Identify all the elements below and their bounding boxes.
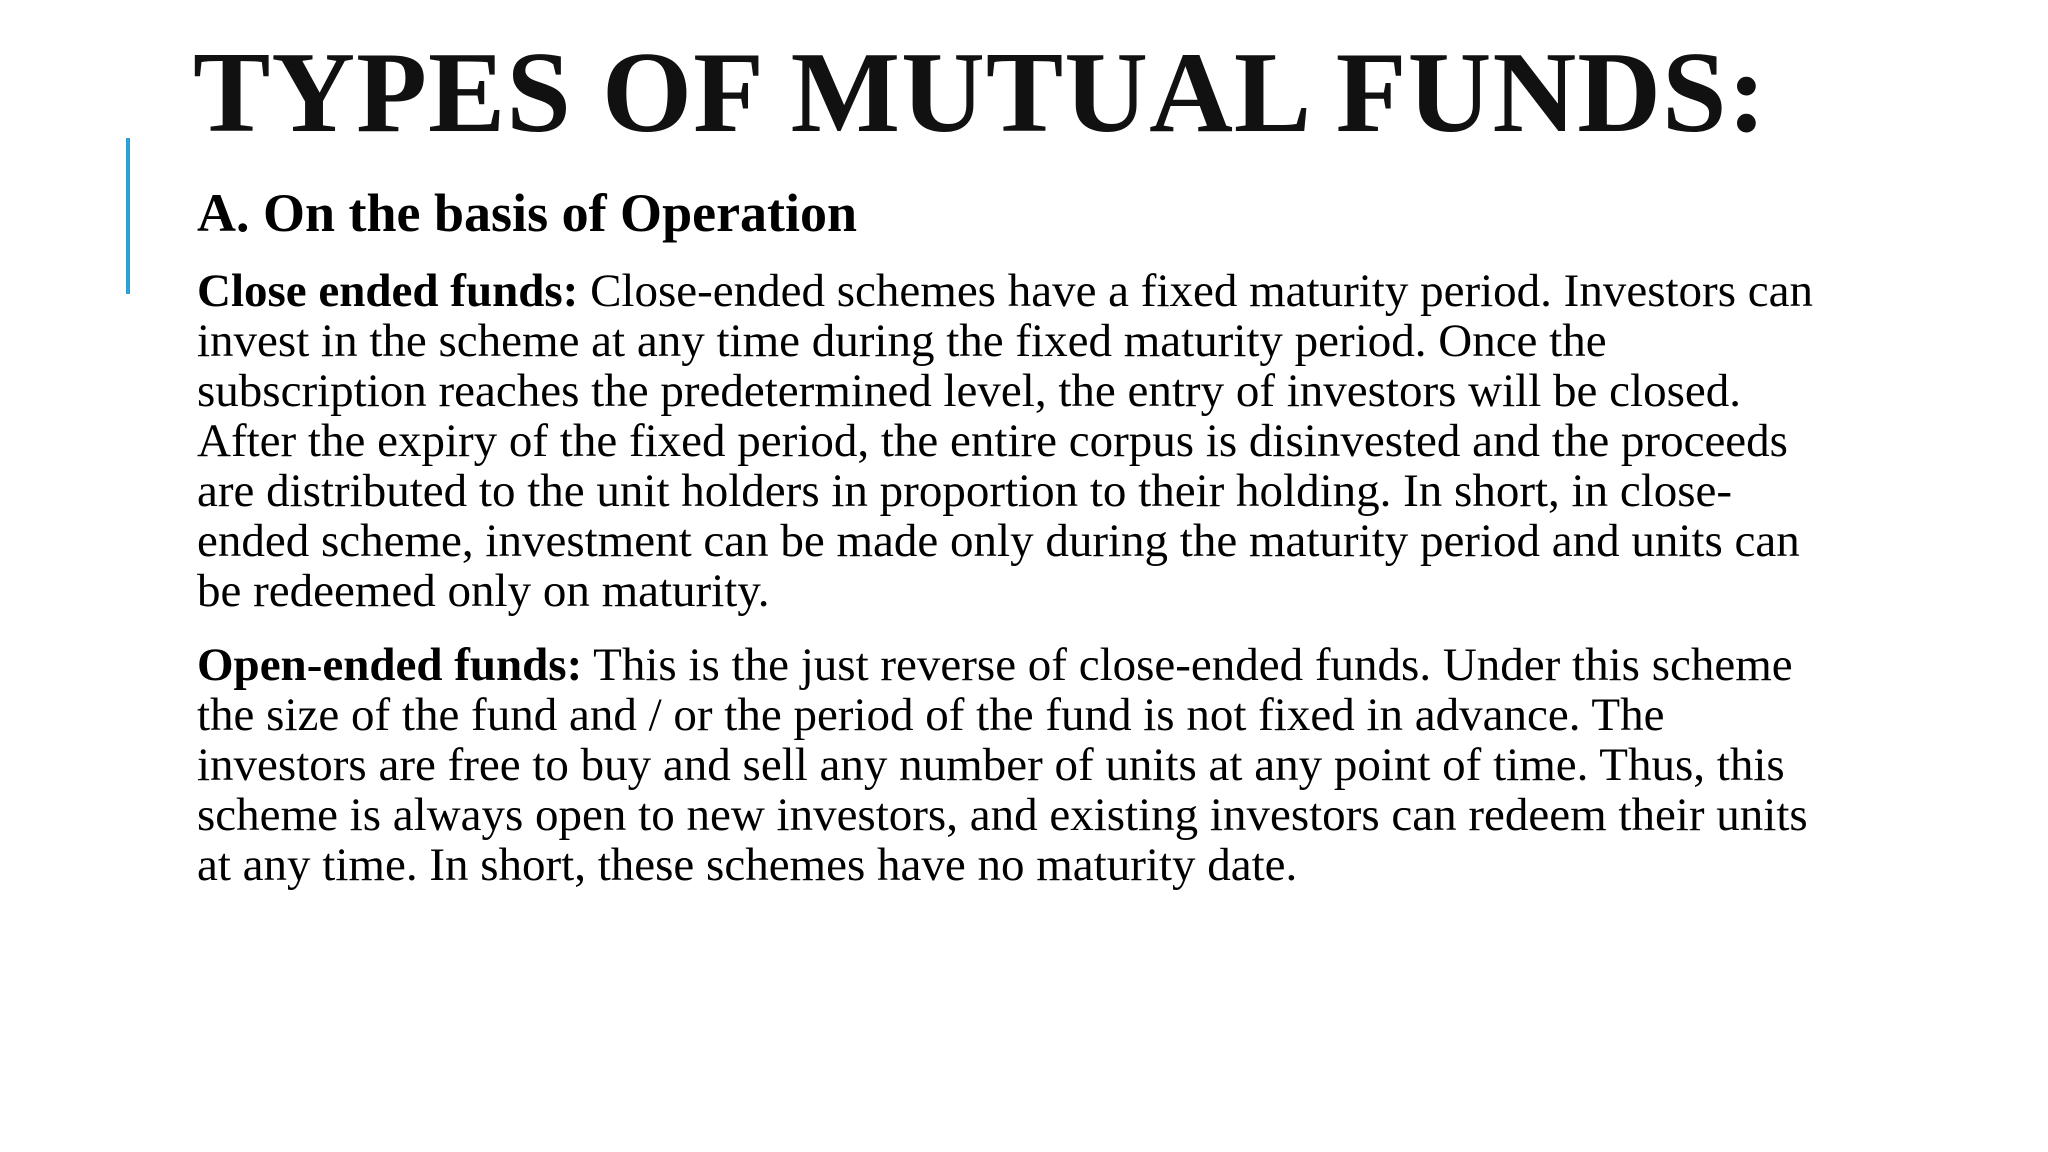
close-ended-term: Close ended funds: [197, 265, 579, 317]
open-ended-text: This is the just reverse of close-ended funds. Under this scheme the size of the fund and / or the period of the fund is not fixed in advance. The investors are free to buy and sell any number of units at any point of time. Thus, this scheme is always open to new investors, and existing investors can redeem their units at any time. In short, these schemes have no maturity date. [197, 639, 1808, 891]
open-ended-paragraph [197, 640, 1837, 890]
slide-body [197, 178, 1837, 890]
close-ended-text: Close-ended schemes have a fixed maturity period. Investors can invest in the scheme at any time during the fixed maturity period. Once the subscription reaches the predetermined level, the entry of investors will be closed. After the expiry of the fixed period, the entire corpus is disinvested and the proceeds are distributed to the unit holders in proportion to their holding. In short, in close-ended scheme, investment can be made only during the maturity period and units can be redeemed only on maturity. [197, 265, 1813, 617]
section-subheading: A. On the basis of Operation [197, 183, 858, 243]
open-ended-term: Open-ended funds: [197, 639, 583, 691]
close-ended-paragraph [197, 266, 1837, 616]
slide-title: TYPES OF MUTUAL FUNDS: [193, 29, 1768, 157]
accent-bar [126, 138, 130, 294]
